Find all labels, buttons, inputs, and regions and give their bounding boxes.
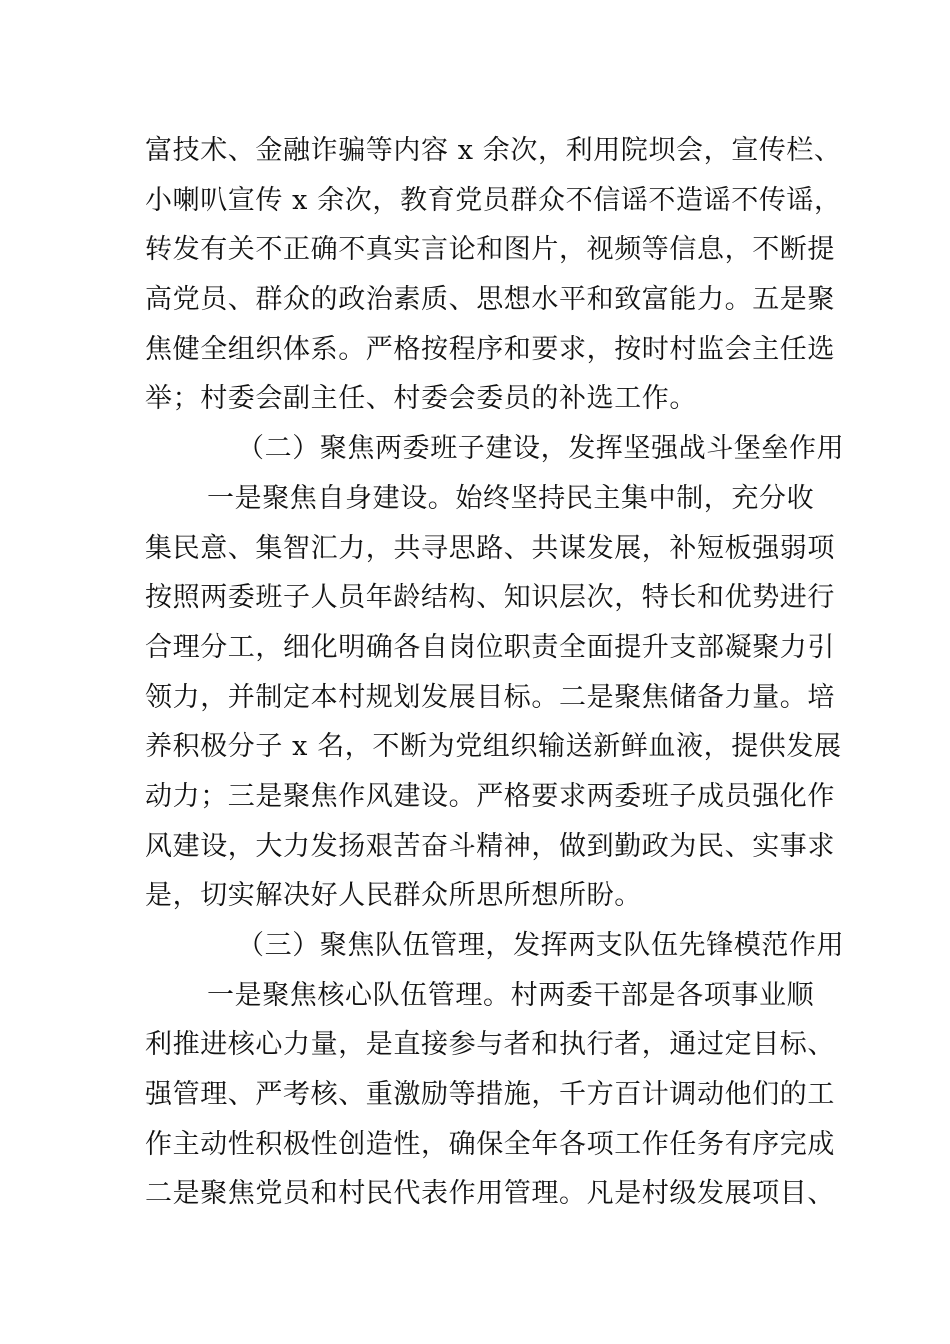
text-line: 富技术、金融诈骗等内容 x 余次，利用院坝会，宣传栏、 (145, 135, 842, 166)
text-line: 按照两委班子人员年龄结构、知识层次，特长和优势进行 (145, 582, 835, 614)
body-text (145, 126, 845, 1219)
section-heading-2: （二）聚焦两委班子建设，发挥坚强战斗堡垒作用 (237, 433, 845, 465)
text-line: 二是聚焦党员和村民代表作用管理。凡是村级发展项目、 (145, 1178, 835, 1210)
paragraph-start: 一是聚焦核心队伍管理。村两委干部是各项事业顺 (207, 979, 815, 1011)
text-line: 转发有关不正确不真实言论和图片，视频等信息，不断提 (145, 234, 835, 266)
text-line: 强管理、严考核、重激励等措施，千方百计调动他们的工 (145, 1079, 835, 1111)
paragraph-start: 一是聚焦自身建设。始终坚持民主集中制，充分收 (207, 482, 815, 514)
text-line: 是，切实解决好人民群众所思所想所盼。 (145, 880, 642, 912)
text-line: 小喇叭宣传 x 余次，教育党员群众不信谣不造谣不传谣， (145, 184, 842, 216)
text-line: 合理分工，细化明确各自岗位职责全面提升支部凝聚力引 (145, 631, 835, 663)
section-heading-3: （三）聚焦队伍管理，发挥两支队伍先锋模范作用 (237, 930, 845, 961)
text-line: 集民意、集智汇力，共寻思路、共谋发展，补短板强弱项 (145, 532, 835, 564)
text-line: 作主动性积极性创造性，确保全年各项工作任务有序完成 (145, 1128, 835, 1160)
text-line: 领力，并制定本村规划发展目标。二是聚焦储备力量。培 (145, 681, 835, 713)
text-line: 养积极分子 x 名，不断为党组织输送新鲜血液，提供发展 (145, 731, 842, 763)
text-line: 举；村委会副主任、村委会委员的补选工作。 (145, 383, 697, 415)
text-line: 动力；三是聚焦作风建设。严格要求两委班子成员强化作 (145, 780, 835, 812)
text-line: 风建设，大力发扬艰苦奋斗精神，做到勤政为民、实事求 (145, 830, 835, 862)
text-line: 焦健全组织体系。严格按程序和要求，按时村监会主任选 (145, 333, 835, 365)
text-line: 高党员、群众的政治素质、思想水平和致富能力。五是聚 (145, 284, 835, 316)
text-line: 利推进核心力量，是直接参与者和执行者，通过定目标、 (145, 1029, 835, 1061)
